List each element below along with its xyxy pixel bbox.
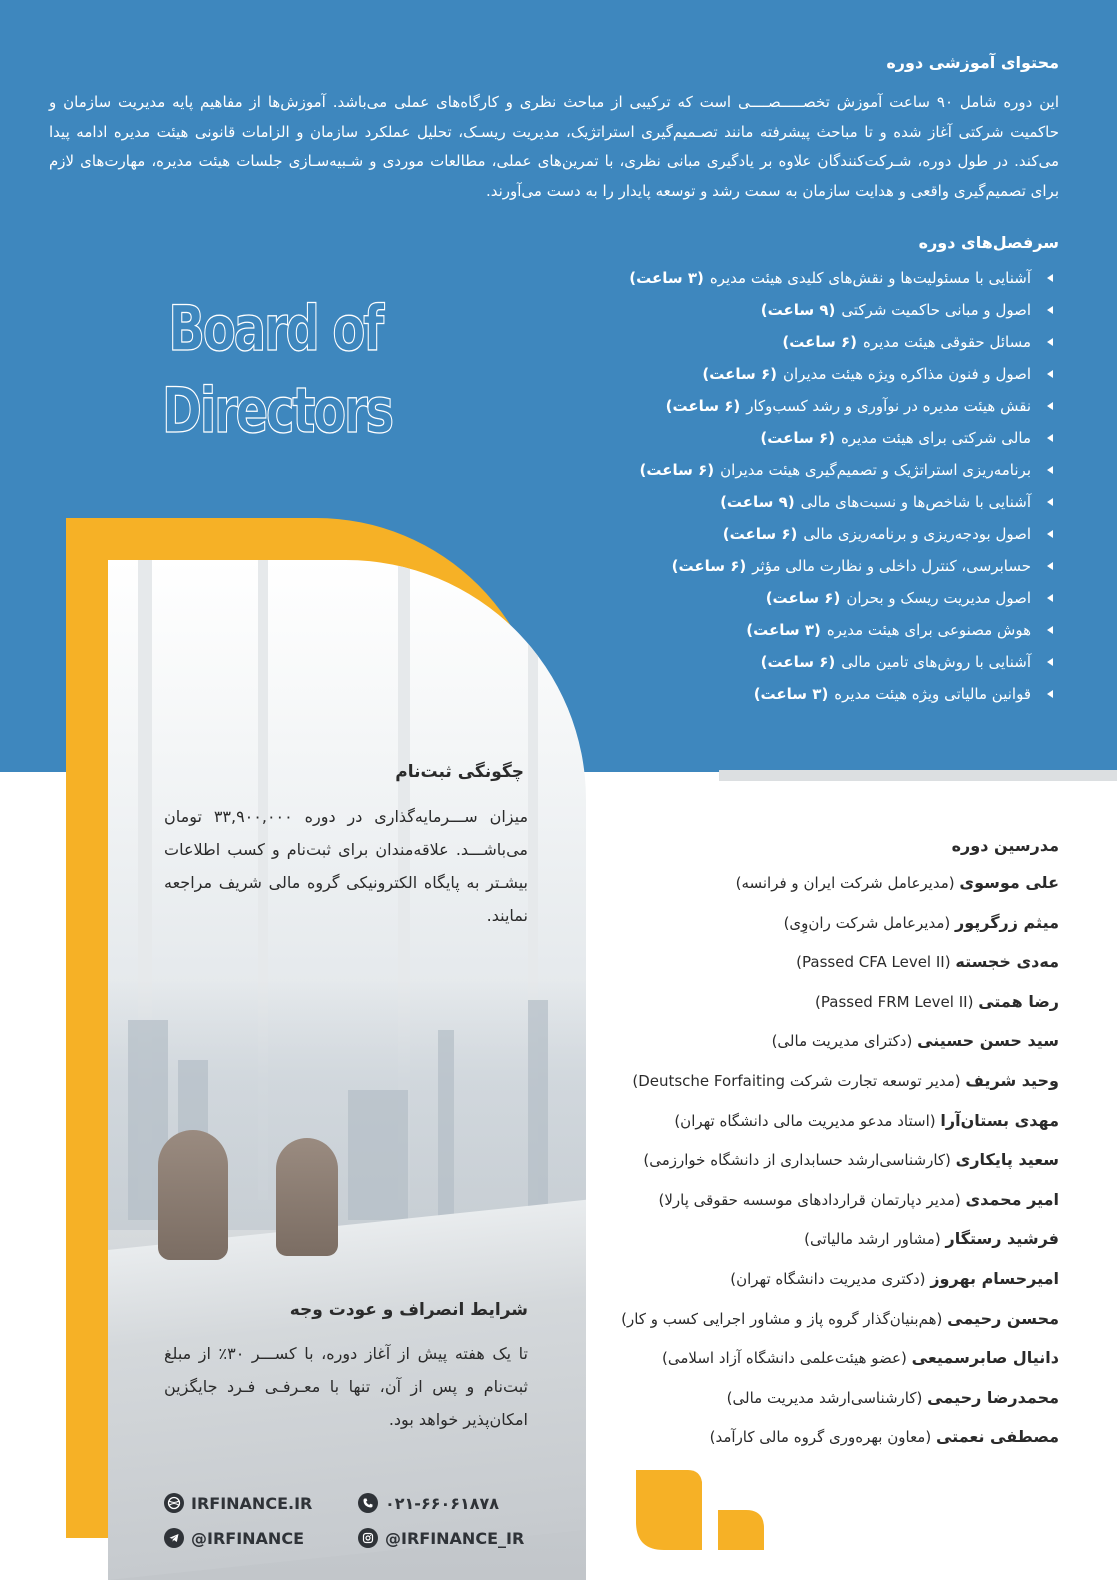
course-content-section — [49, 50, 1059, 206]
board-of-directors-title — [161, 288, 392, 452]
list-item: اصول مدیریت ریسک و بحران (۶ ساعت) — [499, 582, 1059, 614]
list-item: دانیال صابرسمیعی (عضو هیئت‌علمی دانشگاه آزاد اسلامی) — [662, 1348, 1059, 1368]
topics-title: سرفصل‌های دوره — [918, 233, 1059, 252]
list-item: مسائل حقوقی هیئت مدیره (۶ ساعت) — [499, 326, 1059, 358]
registration-title: چگونگی ثبت‌نام — [395, 762, 524, 782]
building — [438, 1030, 454, 1220]
list-item: اصول و مبانی حاکمیت شرکتی (۹ ساعت) — [499, 294, 1059, 326]
list-item: وحید شریف (مدیر توسعه تجارت شرکت Deutsche Forfaiting) — [632, 1070, 1059, 1090]
chair — [158, 1130, 228, 1260]
phone-icon — [358, 1493, 378, 1513]
instructors-title: مدرسین دوره — [951, 836, 1059, 855]
triangle-bullet-icon — [1047, 530, 1053, 538]
list-item: میثم زرگرپور (مدیرعامل شرکت ران‌وِی) — [783, 912, 1059, 932]
phone-link[interactable] — [358, 1491, 499, 1515]
list-item: محسن رحیمی (هم‌بنیان‌گذار گروه پاز و مشاور اجرایی کسب و کار) — [621, 1308, 1059, 1328]
triangle-bullet-icon — [1047, 498, 1053, 506]
list-item: مه‌دی خجسته (Passed CFA Level II) — [796, 952, 1059, 972]
list-item: آشنایی با مسئولیت‌ها و نقش‌های کلیدی هیئت مدیره (۳ ساعت) — [499, 262, 1059, 294]
course-content-text: این دوره شامل ۹۰ ساعت آموزش تخصـــــصــــی است که ترکیبی از مباحث نظری و کارگاه‌های عملی می‌باشد. آموزش‌ها از مفاهیم پایه مدیریت سازمان و حاکمیت شرکتی آغاز شده و تا مباحث پیشرفته مانند تصـمیم‌گیری استراتژیک، مدیریت ریسـک، تحلیل عملکرد سازمان و الزامات قانونی هیئت مدیره ادامه پیدا می‌کند. در طول دوره، شـرکت‌کنندگان علاوه بر یادگیری مبانی نظری، با تمرین‌های عملی، مطالعات موردی و شـبیه‌سـازی جلسات هیئت مدیره، مهارت‌های لازم برای تصمیم‌گیری واقعی و هدایت سازمان به سمت رشد و توسعه پایدار را به دست می‌آورند. — [49, 93, 1059, 200]
registration-text: میزان ســـرمایه‌گذاری در دوره ۳۳,۹۰۰,۰۰۰ تومان می‌باشـــد. علاقه‌مندان برای ثبت‌نام و کسب اطلاعات بیشـتر به پایگاه الکترونیکی گروه مالی شریف مراجعه نمایند. — [164, 807, 529, 925]
triangle-bullet-icon — [1047, 594, 1053, 602]
globe-icon — [164, 1493, 184, 1513]
board-title-line: Board of — [168, 292, 382, 365]
list-item: برنامه‌ریزی استراتژیک و تصمیم‌گیری هیئت مدیران (۶ ساعت) — [499, 454, 1059, 486]
chair — [276, 1138, 338, 1256]
telegram-link[interactable] — [164, 1526, 304, 1550]
list-item: قوانین مالیاتی ویژه هیئت مدیره (۳ ساعت) — [499, 678, 1059, 710]
divider-strip — [719, 770, 1117, 781]
list-item: فرشید رستگار (مشاور ارشد مالیاتی) — [804, 1229, 1059, 1249]
website-link[interactable] — [164, 1491, 312, 1515]
telegram-text: @IRFINANCE — [191, 1528, 304, 1548]
triangle-bullet-icon — [1047, 466, 1053, 474]
list-item: حسابرسی، کنترل داخلی و نظارت مالی مؤثر (۶ ساعت) — [499, 550, 1059, 582]
triangle-bullet-icon — [1047, 434, 1053, 442]
telegram-icon — [164, 1528, 184, 1548]
list-item: رضا همتی (Passed FRM Level II) — [815, 991, 1059, 1011]
website-text: IRFINANCE.IR — [191, 1493, 313, 1513]
logo-icon — [636, 1470, 766, 1550]
list-item: هوش مصنوعی برای هیئت مدیره (۳ ساعت) — [499, 614, 1059, 646]
list-item: آشنایی با روش‌های تامین مالی (۶ ساعت) — [499, 646, 1059, 678]
triangle-bullet-icon — [1047, 626, 1053, 634]
phone-text: ۰۲۱-۶۶۰۶۱۸۷۸ — [385, 1493, 500, 1513]
list-item: مالی شرکتی برای هیئت مدیره (۶ ساعت) — [499, 422, 1059, 454]
building — [348, 1090, 408, 1220]
list-item: اصول بودجه‌ریزی و برنامه‌ریزی مالی (۶ ساعت) — [499, 518, 1059, 550]
triangle-bullet-icon — [1047, 658, 1053, 666]
course-content-title: محتوای آموزشی دوره — [886, 53, 1059, 72]
instagram-link[interactable] — [358, 1526, 524, 1550]
list-item: مهدی بستان‌آرا (استاد مدعو مدیریت مالی دانشگاه تهران) — [674, 1110, 1059, 1130]
instagram-text: @IRFINANCE_IR — [385, 1528, 525, 1548]
triangle-bullet-icon — [1047, 690, 1053, 698]
list-item: مصطفی نعمتی (معاون بهره‌وری گروه مالی کارآمد) — [709, 1427, 1059, 1447]
cancellation-text: تا یک هفته پیش از آغاز دوره، با کســـر ۳۰٪ از مبلغ ثبت‌نام و پس از آن، تنها با معـرفـی فـرد جایگزین امکان‌پذیر خواهد بود. — [164, 1344, 528, 1429]
triangle-bullet-icon — [1047, 338, 1053, 346]
board-title-line: Directors — [161, 374, 392, 447]
list-item: علی موسوی (مدیرعامل شرکت ایران و فرانسه) — [735, 873, 1059, 892]
topics-list — [499, 262, 1059, 710]
triangle-bullet-icon — [1047, 274, 1053, 282]
triangle-bullet-icon — [1047, 402, 1053, 410]
triangle-bullet-icon — [1047, 370, 1053, 378]
list-item: سعید پایکاری (کارشناسی‌ارشد حسابداری از دانشگاه خوارزمی) — [643, 1150, 1059, 1170]
list-item: سید حسن حسینی (دکترای مدیریت مالی) — [771, 1031, 1059, 1051]
list-item: محمدرضا رحیمی (کارشناسی‌ارشد مدیریت مالی) — [726, 1387, 1059, 1407]
instagram-icon — [358, 1528, 378, 1548]
instructors-list — [539, 868, 1059, 1462]
list-item: امیر محمدی (مدیر دپارتمان قراردادهای موسسه حقوقی پارلا) — [658, 1189, 1059, 1209]
list-item: نقش هیئت مدیره در نوآوری و رشد کسب‌وکار (۶ ساعت) — [499, 390, 1059, 422]
triangle-bullet-icon — [1047, 306, 1053, 314]
list-item: آشنایی با شاخص‌ها و نسبت‌های مالی (۹ ساعت) — [499, 486, 1059, 518]
list-item: اصول و فنون مذاکره ویژه هیئت مدیران (۶ ساعت) — [499, 358, 1059, 390]
cancellation-title: شرایط انصراف و عودت وجه — [289, 1300, 528, 1320]
list-item: امیرحسام بهروز (دکتری مدیریت دانشگاه تهران) — [730, 1268, 1059, 1288]
triangle-bullet-icon — [1047, 562, 1053, 570]
